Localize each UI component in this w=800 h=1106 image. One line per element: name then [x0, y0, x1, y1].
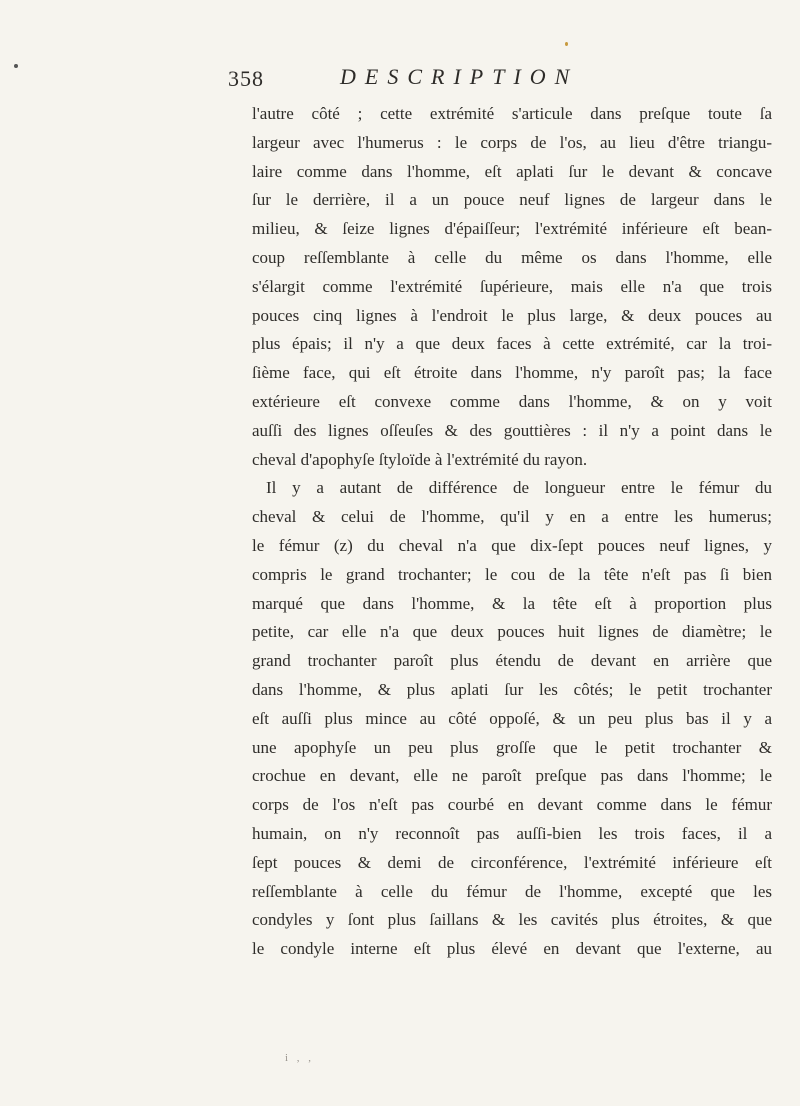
ink-speck — [565, 42, 568, 46]
text-line: Il y a autant de différence de longueur entre le fémur du — [266, 478, 772, 498]
text-line: compris le grand trochanter; le cou de la tête n'eſt pas ſi bien — [252, 564, 772, 584]
text-line: auſſi des lignes oſſeuſes & des gouttières : il n'y a point dans le — [252, 420, 772, 440]
text-line: l'autre côté ; cette extrémité s'articule dans preſque toute ſa — [252, 104, 772, 123]
text-line: le condyle interne eſt plus élevé en devant que l'externe, au — [252, 939, 772, 959]
text-line: cheval & celui de l'homme, qu'il y en a entre les humerus; — [252, 507, 772, 527]
text-line: coup reſſemblante à celle du même os dans l'homme, elle — [252, 247, 772, 267]
text-line: grand trochanter paroît plus étendu de devant en arrière que — [252, 651, 772, 671]
text-line: condyles y ſont plus ſaillans & les cavités plus étroites, & que — [252, 910, 772, 930]
text-line: pouces cinq lignes à l'endroit le plus large, & deux pouces au — [252, 305, 772, 325]
text-line: corps de l'os n'eſt pas courbé en devant comme dans le fémur — [252, 795, 772, 815]
page-header — [228, 60, 628, 100]
paragraph — [252, 100, 772, 474]
catchword-marks: i , , — [285, 1052, 315, 1064]
running-head: DESCRIPTION — [340, 64, 579, 89]
text-line: extérieure eſt convexe comme dans l'homme, & on y voit — [252, 391, 772, 411]
text-line: le fémur (z) du cheval n'a que dix-ſept pouces neuf lignes, y — [252, 535, 772, 555]
text-line: laire comme dans l'homme, eſt aplati ſur le devant & concave — [252, 161, 772, 181]
text-line: ſième face, qui eſt étroite dans l'homme, n'y paroît pas; la face — [252, 363, 772, 383]
text-line: s'élargit comme l'extrémité ſupérieure, mais elle n'a que trois — [252, 276, 772, 296]
text-line: plus épais; il n'y a que deux faces à cette extrémité, car la troi- — [252, 334, 772, 354]
text-line: humain, on n'y reconnoît pas auſſi-bien les trois faces, il a — [252, 823, 772, 843]
text-line: crochue en devant, elle ne paroît preſque pas dans l'homme; le — [252, 766, 772, 786]
text-line: petite, car elle n'a que deux pouces huit lignes de diamètre; le — [252, 622, 772, 642]
text-line: ſur le derrière, il a un pouce neuf lignes de largeur dans le — [252, 190, 772, 210]
paragraph — [252, 474, 772, 964]
page-number: 358 — [228, 66, 264, 91]
text-line: marqué que dans l'homme, & la tête eſt à proportion plus — [252, 593, 772, 613]
text-line: milieu, & ſeize lignes d'épaiſſeur; l'extrémité inférieure eſt bean- — [252, 219, 772, 239]
body-text — [252, 100, 772, 964]
text-line: largeur avec l'humerus : le corps de l'os, au lieu d'être triangu- — [252, 132, 772, 152]
text-line: reſſemblante à celle du fémur de l'homme, excepté que les — [252, 881, 772, 901]
text-line: cheval d'apophyſe ſtyloïde à l'extrémité du rayon. — [252, 449, 588, 469]
text-line: une apophyſe un peu plus groſſe que le petit trochanter & — [252, 737, 772, 757]
text-line: eſt auſſi plus mince au côté oppoſé, & un peu plus bas il y a — [252, 708, 772, 728]
text-line: dans l'homme, & plus aplati ſur les côtés; le petit trochanter — [252, 679, 772, 699]
text-line: ſept pouces & demi de circonférence, l'extrémité inférieure eſt — [252, 852, 772, 872]
ink-speck — [14, 64, 18, 68]
